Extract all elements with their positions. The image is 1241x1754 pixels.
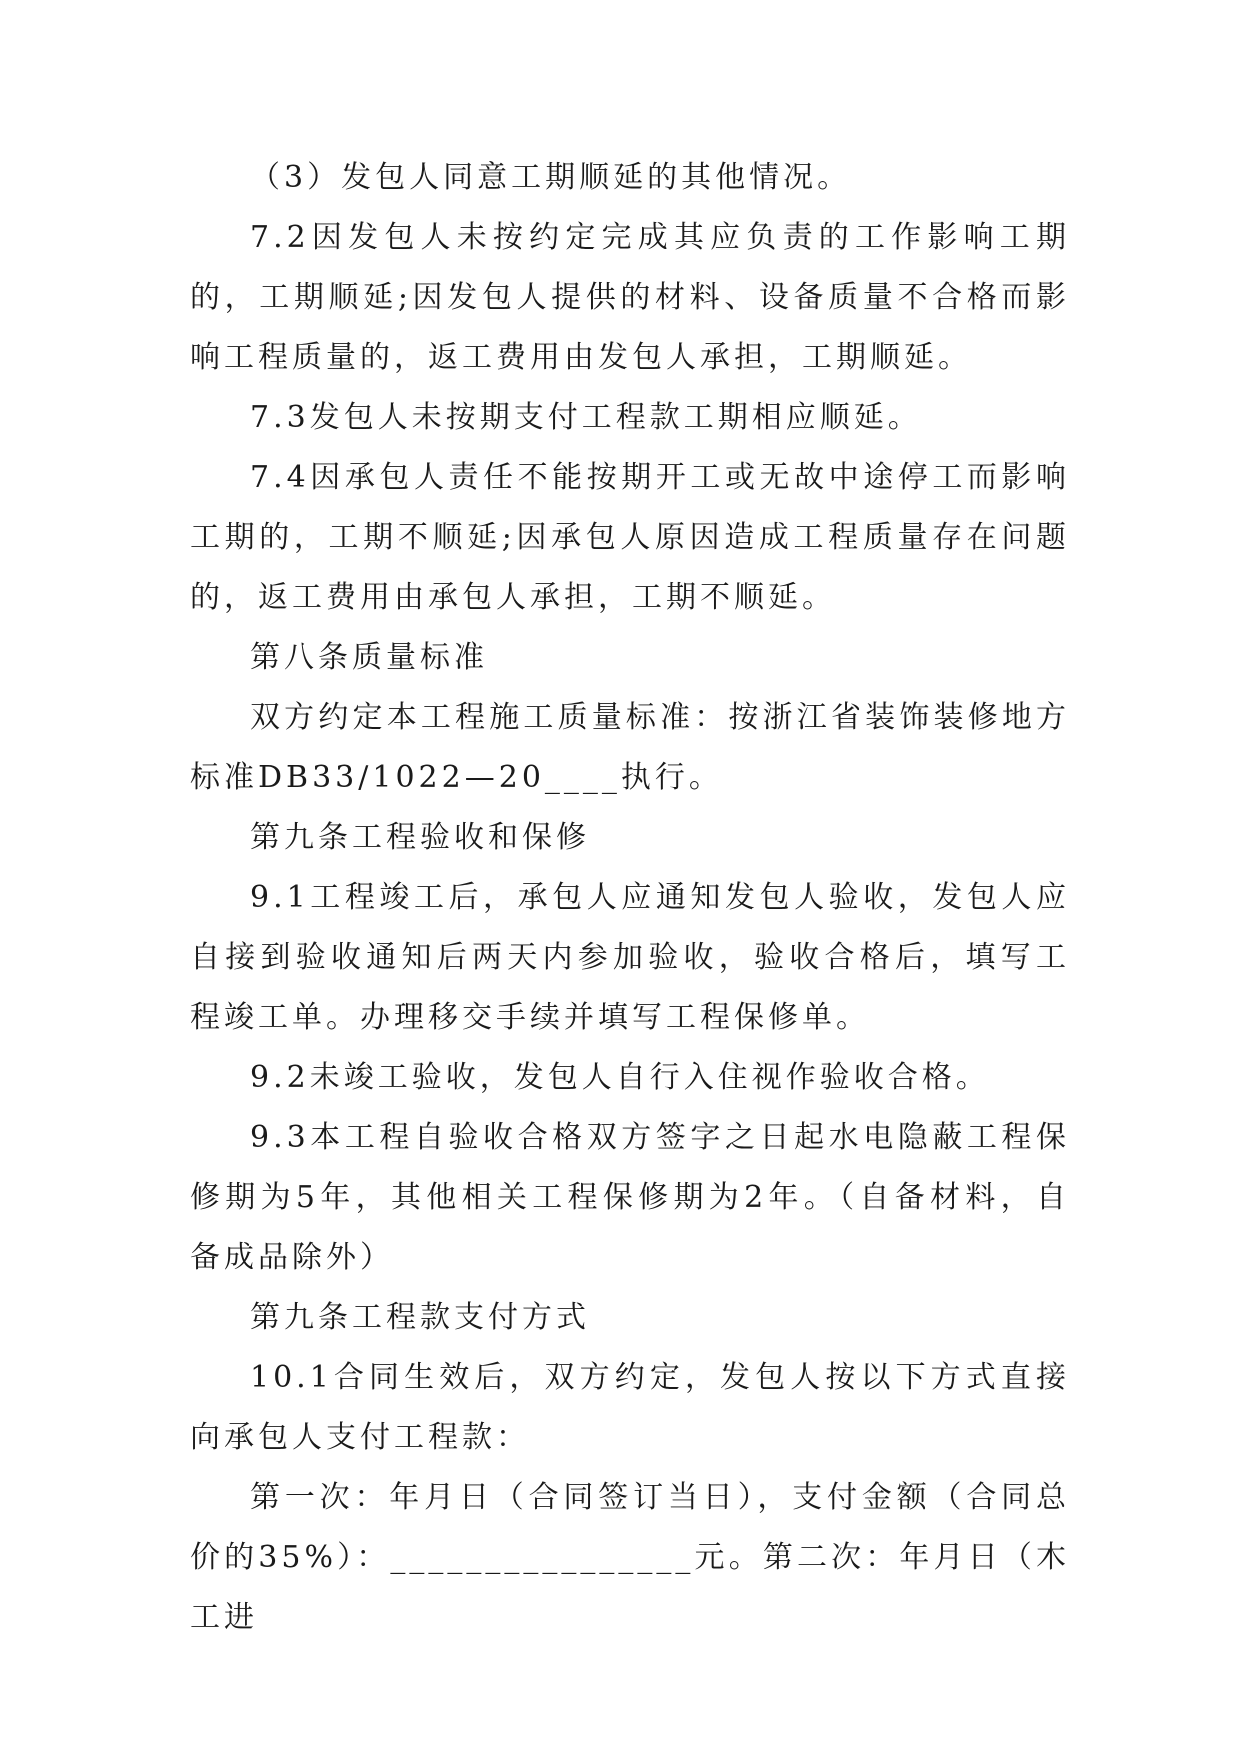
paragraph-payment-schedule: 第一次：年月日（合同签订当日），支付金额（合同总价的35%）：________________元。第二次：年月日（木工进 — [190, 1480, 1070, 1635]
paragraph-9-2: 9.2未竣工验收，发包人自行入住视作验收合格。 — [250, 1060, 990, 1095]
paragraph-7-3: 7.3发包人未按期支付工程款工期相应顺延。 — [250, 400, 922, 435]
document-page — [190, 148, 1070, 1648]
paragraph-9-1: 9.1工程竣工后，承包人应通知发包人验收，发包人应自接到验收通知后两天内参加验收，验收合格后，填写工程竣工单。办理移交手续并填写工程保修单。 — [190, 880, 1070, 1035]
paragraph-7-2: 7.2因发包人未按约定完成其应负责的工作影响工期的，工期顺延;因发包人提供的材料、设备质量不合格而影响工程质量的，返工费用由发包人承担，工期顺延。 — [190, 220, 1070, 375]
heading-article-9: 第九条工程验收和保修 — [250, 820, 590, 855]
paragraph-7-4: 7.4因承包人责任不能按期开工或无故中途停工而影响工期的，工期不顺延;因承包人原因造成工程质量存在问题的，返工费用由承包人承担，工期不顺延。 — [190, 460, 1070, 615]
paragraph-quality-standard: 双方约定本工程施工质量标准：按浙江省装饰装修地方标准DB33/1022—20____执行。 — [190, 700, 1070, 795]
heading-payment-method: 第九条工程款支付方式 — [250, 1300, 590, 1335]
paragraph-9-3: 9.3本工程自验收合格双方签字之日起水电隐蔽工程保修期为5年，其他相关工程保修期为2年。（自备材料，自备成品除外） — [190, 1120, 1070, 1275]
paragraph-10-1: 10.1合同生效后，双方约定，发包人按以下方式直接向承包人支付工程款： — [190, 1360, 1070, 1455]
paragraph-extension-other: （3）发包人同意工期顺延的其他情况。 — [250, 160, 852, 195]
heading-article-8: 第八条质量标准 — [250, 640, 488, 675]
